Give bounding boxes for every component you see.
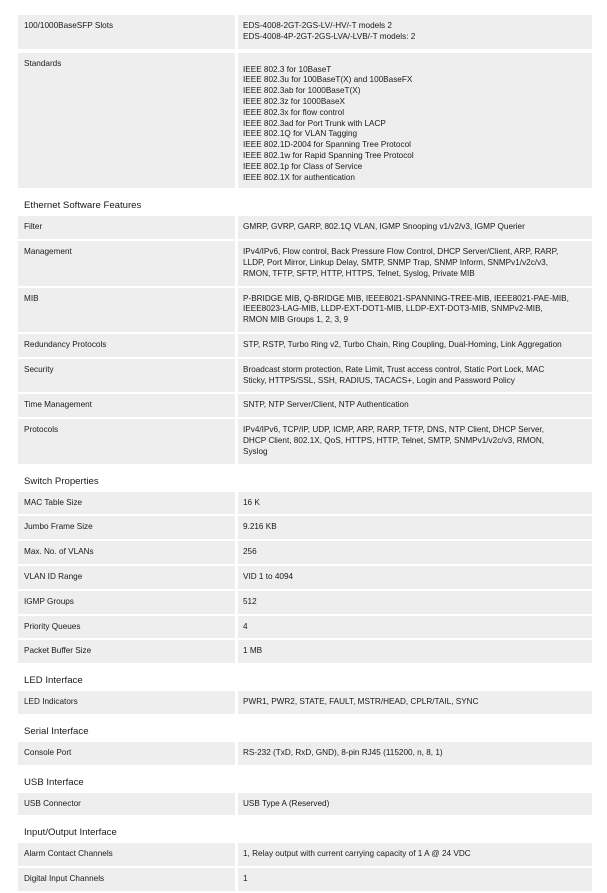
spec-row-priority-queues bbox=[18, 616, 592, 639]
spec-label: 100/1000BaseSFP Slots bbox=[18, 15, 235, 49]
spec-value bbox=[238, 15, 592, 49]
spec-row-jumbo-frame-size bbox=[18, 516, 592, 539]
section-heading-usb-interface: USB Interface bbox=[24, 776, 84, 788]
spec-value bbox=[238, 334, 592, 357]
spec-value-line: 1 MB bbox=[243, 646, 263, 656]
spec-value-line: RS-232 (TxD, RxD, GND), 8-pin RJ45 (115200, n, 8, 1) bbox=[243, 747, 443, 757]
spec-label: Redundancy Protocols bbox=[18, 334, 235, 357]
spec-label: Priority Queues bbox=[18, 616, 235, 639]
spec-value-line: IEEE 802.1X for authentication bbox=[243, 172, 355, 182]
spec-value-line: IEEE 802.3ab for 1000BaseT(X) bbox=[243, 86, 361, 96]
spec-value-line: EDS-4008-2GT-2GS-LV/-HV/-T models 2 bbox=[243, 21, 392, 30]
spec-label: Packet Buffer Size bbox=[18, 640, 235, 663]
spec-value-line: IEEE 802.3x for flow control bbox=[243, 107, 345, 117]
spec-value-line: PWR1, PWR2, STATE, FAULT, MSTR/HEAD, CPLR/TAIL, SYNC bbox=[243, 697, 479, 707]
section-heading-input-output-interface: Input/Output Interface bbox=[24, 827, 117, 839]
spec-row-standards bbox=[18, 53, 592, 189]
spec-value-line: 4 bbox=[243, 621, 248, 631]
spec-value-line: IEEE 802.1D-2004 for Spanning Tree Protocol bbox=[243, 140, 411, 150]
spec-label: Time Management bbox=[18, 394, 235, 417]
spec-value bbox=[238, 492, 592, 515]
spec-value-line: IPv4/IPv6, Flow control, Back Pressure Flow Control, DHCP Server/Client, ARP, RARP, bbox=[243, 247, 559, 257]
spec-value-line: DHCP Client, 802.1X, QoS, HTTPS, HTTP, Telnet, SMTP, SNMPv1/v2c/v3, RMON, bbox=[243, 435, 545, 445]
spec-value-line: IEEE8023-LAG-MIB, LLDP-EXT-DOT1-MIB, LLDP-EXT-DOT3-MIB, SNMPv2-MIB, bbox=[243, 304, 543, 314]
spec-label: Security bbox=[18, 359, 235, 393]
spec-row-vlan-id-range bbox=[18, 566, 592, 589]
spec-value bbox=[238, 591, 592, 614]
spec-value-line: IEEE 802.1p for Class of Service bbox=[243, 161, 363, 171]
spec-value-line: EDS-4008-4P-2GT-2GS-LVA/-LVB/-T models: 2 bbox=[243, 31, 416, 41]
spec-value bbox=[238, 793, 592, 816]
spec-row-security bbox=[18, 359, 592, 393]
spec-value bbox=[238, 868, 592, 891]
spec-value-line: LLDP, Port Mirror, Linkup Delay, SMTP, SNMP Trap, SNMP Inform, SNMPv1/v2c/v3, bbox=[243, 257, 549, 267]
spec-value bbox=[238, 616, 592, 639]
spec-label: VLAN ID Range bbox=[18, 566, 235, 589]
spec-row-console-port bbox=[18, 742, 592, 765]
section-heading-serial-interface: Serial Interface bbox=[24, 725, 89, 737]
spec-sheet bbox=[18, 15, 592, 893]
spec-value-line: P-BRIDGE MIB, Q-BRIDGE MIB, IEEE8021-SPANNING-TREE-MIB, IEEE8021-PAE-MIB, bbox=[243, 293, 569, 303]
spec-value-line: 9.216 KB bbox=[243, 522, 277, 532]
section-heading-ethernet-software-features: Ethernet Software Features bbox=[24, 200, 142, 212]
spec-label: MAC Table Size bbox=[18, 492, 235, 515]
spec-label: LED Indicators bbox=[18, 691, 235, 714]
spec-label: Standards bbox=[18, 53, 235, 189]
spec-value-line: IEEE 802.3 for 10BaseT bbox=[243, 64, 332, 74]
spec-value-line: USB Type A (Reserved) bbox=[243, 798, 330, 808]
spec-value-line: SNTP, NTP Server/Client, NTP Authentication bbox=[243, 400, 409, 410]
spec-value-line: 256 bbox=[243, 547, 257, 557]
section-heading-led-interface: LED Interface bbox=[24, 675, 83, 687]
spec-row-redundancy-protocols bbox=[18, 334, 592, 357]
spec-value-line: IEEE 802.1w for Rapid Spanning Tree Protocol bbox=[243, 150, 414, 160]
spec-value bbox=[238, 288, 592, 332]
spec-row-packet-buffer-size bbox=[18, 640, 592, 663]
spec-value-line: RMON, TFTP, SFTP, HTTP, HTTPS, Telnet, Syslog, Private MIB bbox=[243, 268, 475, 278]
spec-value-line: IEEE 802.1Q for VLAN Tagging bbox=[243, 129, 358, 139]
spec-label: USB Connector bbox=[18, 793, 235, 816]
spec-label: MIB bbox=[18, 288, 235, 332]
spec-row-led-indicators bbox=[18, 691, 592, 714]
spec-value-line: GMRP, GVRP, GARP, 802.1Q VLAN, IGMP Snooping v1/v2/v3, IGMP Querier bbox=[243, 222, 525, 232]
spec-value bbox=[238, 843, 592, 866]
spec-row-management bbox=[18, 241, 592, 285]
spec-value-line: Syslog bbox=[243, 446, 268, 456]
spec-row-digital-input-channels bbox=[18, 868, 592, 891]
spec-row-filter bbox=[18, 216, 592, 239]
spec-value bbox=[238, 566, 592, 589]
spec-label: Management bbox=[18, 241, 235, 285]
spec-value-line: STP, RSTP, Turbo Ring v2, Turbo Chain, Ring Coupling, Dual-Homing, Link Aggregation bbox=[243, 339, 562, 349]
spec-row-max-no-of-vlans bbox=[18, 541, 592, 564]
spec-value-line: IEEE 802.3z for 1000BaseX bbox=[243, 96, 345, 106]
spec-value bbox=[238, 53, 592, 189]
spec-row-igmp-groups bbox=[18, 591, 592, 614]
spec-value-line: 1, Relay output with current carrying capacity of 1 A @ 24 VDC bbox=[243, 849, 471, 859]
spec-value bbox=[238, 359, 592, 393]
spec-value bbox=[238, 541, 592, 564]
spec-value-line: RMON MIB Groups 1, 2, 3, 9 bbox=[243, 315, 349, 325]
spec-row-protocols bbox=[18, 419, 592, 463]
spec-value bbox=[238, 241, 592, 285]
spec-value-line: Sticky, HTTPS/SSL, SSH, RADIUS, TACACS+, Login and Password Policy bbox=[243, 375, 515, 385]
spec-label: Alarm Contact Channels bbox=[18, 843, 235, 866]
spec-value-line: 1 bbox=[243, 874, 248, 884]
spec-value-line: IPv4/IPv6, TCP/IP, UDP, ICMP, ARP, RARP, TFTP, DNS, NTP Client, DHCP Server, bbox=[243, 425, 545, 435]
spec-label: Console Port bbox=[18, 742, 235, 765]
spec-sections bbox=[18, 190, 592, 891]
spec-row-time-management bbox=[18, 394, 592, 417]
spec-value-line: IEEE 802.3ad for Port Trunk with LACP bbox=[243, 118, 386, 128]
spec-value bbox=[238, 742, 592, 765]
spec-row-sfp-slots bbox=[18, 15, 592, 49]
spec-value-line: Broadcast storm protection, Rate Limit, Trust access control, Static Port Lock, MAC bbox=[243, 364, 545, 374]
spec-value bbox=[238, 419, 592, 463]
spec-row-usb-connector bbox=[18, 793, 592, 816]
spec-value-line: 16 K bbox=[243, 497, 260, 507]
spec-value-line: IEEE 802.3u for 100BaseT(X) and 100BaseFX bbox=[243, 75, 413, 85]
spec-label: Jumbo Frame Size bbox=[18, 516, 235, 539]
spec-row-mib bbox=[18, 288, 592, 332]
spec-label: IGMP Groups bbox=[18, 591, 235, 614]
spec-value bbox=[238, 394, 592, 417]
spec-value-line: 512 bbox=[243, 596, 257, 606]
spec-value bbox=[238, 640, 592, 663]
spec-label: Protocols bbox=[18, 419, 235, 463]
spec-label: Filter bbox=[18, 216, 235, 239]
spec-value bbox=[238, 691, 592, 714]
spec-row-alarm-contact-channels bbox=[18, 843, 592, 866]
spec-value bbox=[238, 216, 592, 239]
spec-row-mac-table-size bbox=[18, 492, 592, 515]
section-heading-switch-properties: Switch Properties bbox=[24, 475, 99, 487]
spec-value bbox=[238, 516, 592, 539]
spec-value-line: VID 1 to 4094 bbox=[243, 571, 294, 581]
spec-label: Digital Input Channels bbox=[18, 868, 235, 891]
spec-label: Max. No. of VLANs bbox=[18, 541, 235, 564]
